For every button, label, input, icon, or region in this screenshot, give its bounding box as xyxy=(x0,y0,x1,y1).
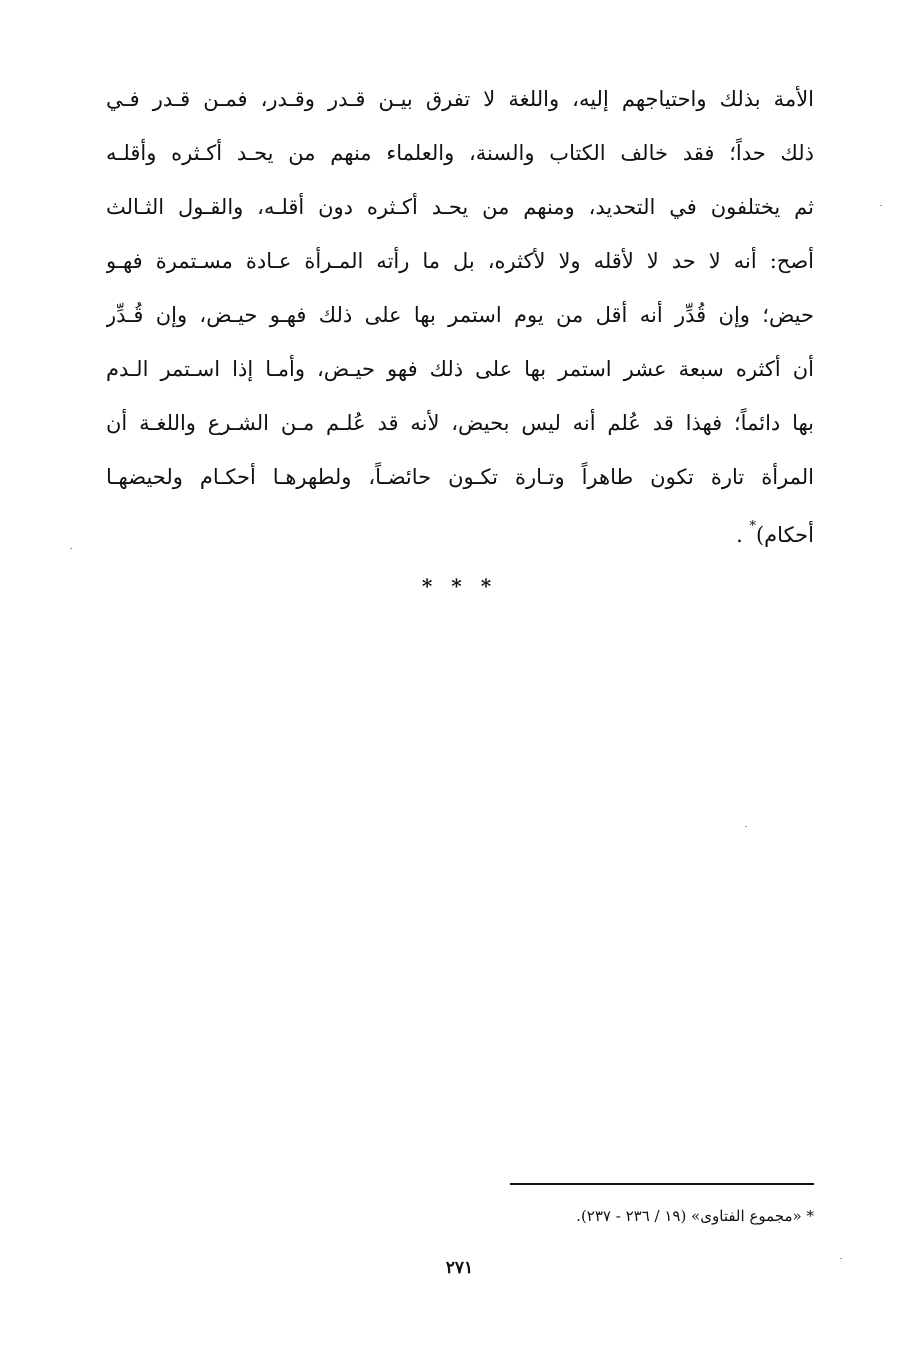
text-line-9 xyxy=(106,504,814,558)
scan-speck xyxy=(745,826,747,827)
text-line-3: ثم يختلفون في التحديد، ومنهم من يحـد أكـثره دون أقلـه، والقـول الثـالث xyxy=(106,195,814,219)
footnote xyxy=(576,1196,814,1236)
text-line-8: المرأة تارة تكون طاهراً وتـارة تكـون حائضـاً، ولطهرهـا أحكـام ولحيضهـا xyxy=(106,465,814,489)
last-line-text: أحكام) xyxy=(755,523,814,547)
scan-speck xyxy=(880,205,882,206)
text-line-7: بها دائماً؛ فهذا قد عُلم أنه ليس بحيض، لأنه قد عُلـم مـن الشـرع واللغـة أن xyxy=(106,411,814,435)
footnote-divider xyxy=(510,1183,814,1185)
text-line-4: أصح: أنه لا حد لا لأقله ولا لأكثره، بل ما رأته المـرأة عـادة مسـتمرة فهـو xyxy=(106,249,814,273)
text-line-6: أن أكثره سبعة عشر استمر بها على ذلك فهو حيـض، وأمـا إذا اسـتمر الـدم xyxy=(106,357,814,381)
page-number: ٢٧١ xyxy=(445,1258,474,1278)
footnote-reference-marker: * xyxy=(749,519,756,534)
footnote-marker: * xyxy=(806,1207,814,1225)
scan-speck xyxy=(840,1258,842,1259)
footnote-text: «مجموع الفتاوى» (١٩ / ٢٣٦ - ٢٣٧). xyxy=(576,1207,802,1225)
text-line-2: ذلك حداً؛ فقد خالف الكتاب والسنة، والعلماء منهم من يحـد أكـثره وأقلـه xyxy=(106,141,814,165)
text-line-1: الأمة بذلك واحتياجهم إليه، واللغة لا تفرق بيـن قـدر وقـدر، فمـن قـدر فـي xyxy=(106,87,814,111)
text-line-5: حيض؛ وإن قُدِّر أنه أقل من يوم استمر بها على ذلك فهـو حيـض، وإن قُـدِّر xyxy=(106,303,814,327)
scan-speck xyxy=(70,548,72,549)
last-line-end: . xyxy=(736,523,750,547)
main-paragraph xyxy=(106,72,814,558)
section-separator: * * * xyxy=(421,574,498,598)
